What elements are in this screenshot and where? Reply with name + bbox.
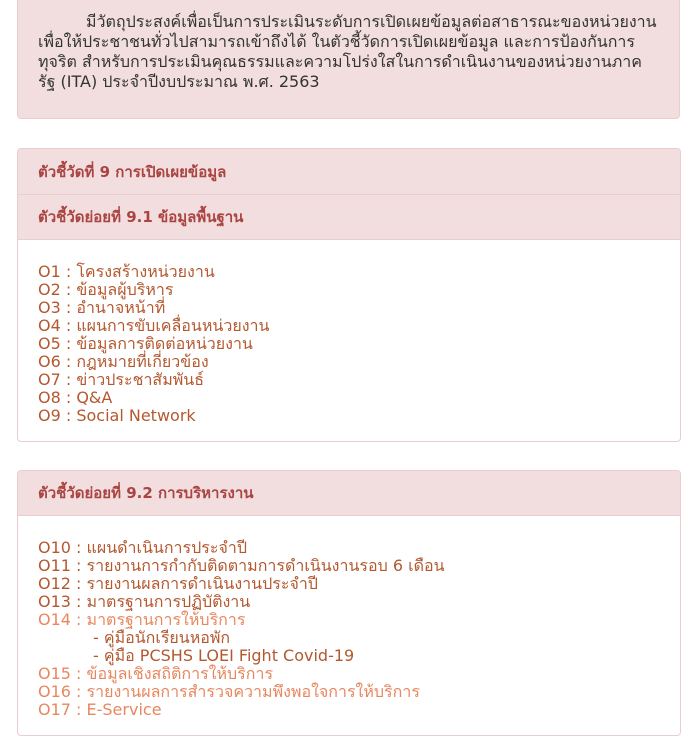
list-item-o8[interactable]: O8 : Q&A (38, 388, 113, 407)
list-item-o4[interactable]: O4 : แผนการขับเคลื่อนหน่วยงาน (38, 316, 270, 335)
list-item-o11[interactable]: O11 : รายงานการกำกับติดตามการดำเนินงานรอบ 6 เดือน (38, 556, 445, 575)
indicator-9-panel (17, 148, 681, 442)
list-item-o14[interactable]: O14 : มาตรฐานการให้บริการ (38, 610, 246, 629)
list-item-o7[interactable]: O7 : ข่าวประชาสัมพันธ์ (38, 370, 204, 389)
indicator-9-2-list (18, 516, 680, 719)
list-item-o6[interactable]: O6 : กฎหมายที่เกี่ยวข้อง (38, 352, 209, 371)
list-item-o3[interactable]: O3 : อำนาจหน้าที่ (38, 298, 166, 317)
list-subitem-dorm-manual[interactable]: - คู่มือนักเรียนหอพัก (93, 628, 231, 647)
list-subitem-covid-manual[interactable]: - คู่มือ PCSHS LOEI Fight Covid-19 (93, 646, 355, 665)
list-item-o9[interactable]: O9 : Social Network (38, 406, 196, 425)
indicator-9-2-panel (17, 470, 681, 736)
list-item-o16[interactable]: O16 : รายงานผลการสำรวจความพึงพอใจการให้บริการ (38, 682, 420, 701)
intro-description: มีวัตถุประสงค์เพื่อเป็นการประเมินระดับการเปิดเผยข้อมูลต่อสาธารณะของหน่วยงาน เพื่อให้ประชาชนทั่วไปสามารถเข้าถึงได้ ในตัวชี้วัดการเปิดเผยข้อมูล และการป้องกันการทุจริต สำหรับการประเมินคุณธรรมและความโปร่งใสในการดำเนินงานของหน่วยงานภาครัฐ (ITA) ประจำปีงบประมาณ พ.ศ. 2563 (17, 0, 680, 119)
list-item-o10[interactable]: O10 : แผนดำเนินการประจำปี (38, 538, 247, 557)
list-item-o12[interactable]: O12 : รายงานผลการดำเนินงานประจำปี (38, 574, 318, 593)
indicator-9-1-list (18, 240, 680, 425)
indicator-9-1-title: ตัวชี้วัดย่อยที่ 9.1 ข้อมูลพื้นฐาน (18, 195, 680, 240)
list-item-o2[interactable]: O2 : ข้อมูลผู้บริหาร (38, 280, 174, 299)
list-item-o5[interactable]: O5 : ข้อมูลการติดต่อหน่วยงาน (38, 334, 253, 353)
list-item-o17[interactable]: O17 : E-Service (38, 700, 162, 719)
list-item-o13[interactable]: O13 : มาตรฐานการปฏิบัติงาน (38, 592, 251, 611)
indicator-9-2-title: ตัวชี้วัดย่อยที่ 9.2 การบริหารงาน (18, 471, 680, 516)
indicator-9-title: ตัวชี้วัดที่ 9 การเปิดเผยข้อมูล (18, 149, 680, 195)
list-item-o1[interactable]: O1 : โครงสร้างหน่วยงาน (38, 262, 215, 281)
list-item-o15[interactable]: O15 : ข้อมูลเชิงสถิติการให้บริการ (38, 664, 274, 683)
